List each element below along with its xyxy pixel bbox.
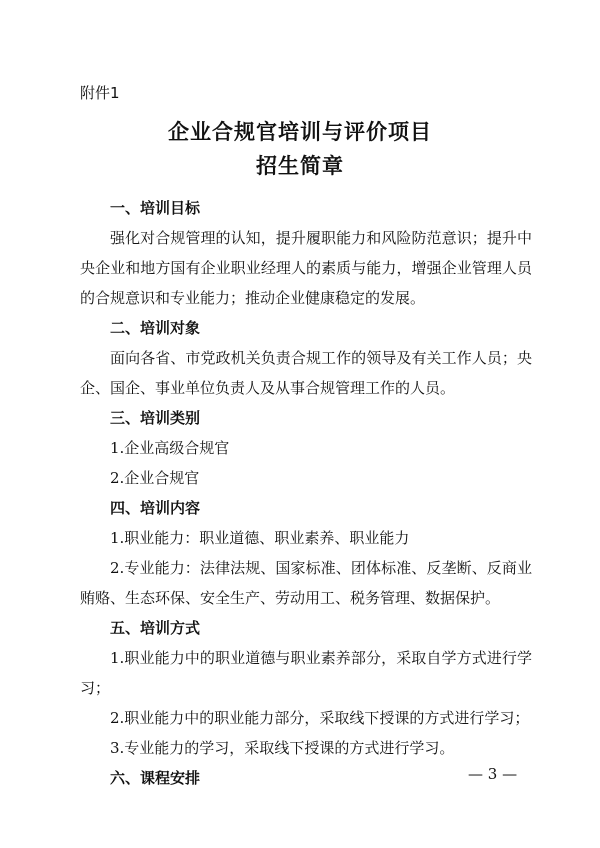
document-title: 企业合规官培训与评价项目 — [168, 119, 432, 144]
attachment-label: 附件1 — [80, 84, 120, 102]
section-heading-content: 四、培训内容 — [110, 499, 201, 517]
section-heading-schedule: 六、课程安排 — [110, 769, 201, 787]
section-heading-method: 五、培训方式 — [110, 619, 201, 637]
section-heading-categories: 三、培训类别 — [110, 409, 201, 427]
list-item: 2.职业能力中的职业能力部分，采取线下授课的方式进行学习； — [110, 709, 530, 727]
list-item: 1.职业能力：职业道德、职业素养、职业能力 — [110, 529, 410, 547]
list-item: 1.企业高级合规官 — [110, 439, 230, 457]
list-item: 2.专业能力：法律法规、国家标准、团体标准、反垄断、反商业贿赂、生态环保、安全生产、劳动用工、税务管理、数据保护。 — [80, 559, 532, 607]
section-paragraph: 强化对合规管理的认知，提升履职能力和风险防范意识；提升中央企业和地方国有企业职业经理人的素质与能力，增强企业管理人员的合规意识和专业能力；推动企业健康稳定的发展。 — [80, 229, 532, 307]
list-item: 3.专业能力的学习，采取线下授课的方式进行学习。 — [110, 739, 455, 757]
section-heading-goals: 一、培训目标 — [110, 199, 201, 217]
section-paragraph: 面向各省、市党政机关负责合规工作的领导及有关工作人员；央企、国企、事业单位负责人及从事合规管理工作的人员。 — [80, 349, 532, 397]
page-number: — 3 — — [468, 765, 518, 783]
list-item: 2.企业合规官 — [110, 469, 200, 487]
document-body — [80, 193, 532, 793]
section-heading-audience: 二、培训对象 — [110, 319, 201, 337]
document-subtitle: 招生简章 — [256, 153, 344, 178]
list-item: 1.职业能力中的职业道德与职业素养部分，采取自学方式进行学习； — [80, 649, 532, 697]
